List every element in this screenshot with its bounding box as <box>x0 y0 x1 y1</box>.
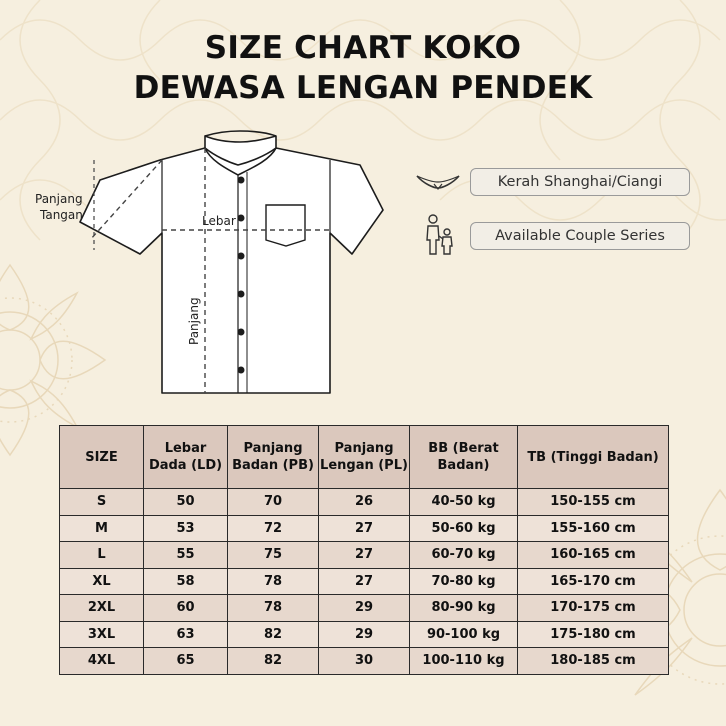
cell-length: 82 <box>228 621 319 648</box>
page-title <box>0 28 726 108</box>
cell-weight: 40-50 kg <box>410 489 518 516</box>
cell-size: 4XL <box>60 648 144 675</box>
cell-chest: 58 <box>144 568 228 595</box>
header-size: SIZE <box>60 426 144 489</box>
cell-sleeve: 26 <box>319 489 410 516</box>
cell-sleeve: 29 <box>319 595 410 622</box>
cell-sleeve: 29 <box>319 621 410 648</box>
title-line-2: DEWASA LENGAN PENDEK <box>133 70 593 106</box>
cell-weight: 60-70 kg <box>410 542 518 569</box>
cell-weight: 90-100 kg <box>410 621 518 648</box>
cell-length: 70 <box>228 489 319 516</box>
cell-length: 82 <box>228 648 319 675</box>
header-weight: BB (Berat Badan) <box>410 426 518 489</box>
cell-chest: 63 <box>144 621 228 648</box>
cell-chest: 53 <box>144 515 228 542</box>
table-row <box>60 515 669 542</box>
cell-height: 180-185 cm <box>518 648 669 675</box>
shirt-outline <box>80 131 383 393</box>
cell-size: XL <box>60 568 144 595</box>
cell-height: 165-170 cm <box>518 568 669 595</box>
feature-couple-label: Available Couple Series <box>495 228 665 244</box>
table-row <box>60 621 669 648</box>
cell-size: L <box>60 542 144 569</box>
title-line-1: SIZE CHART KOKO <box>204 30 522 66</box>
sleeve-label-line-2: Tangan <box>40 208 83 222</box>
cell-weight: 100-110 kg <box>410 648 518 675</box>
size-chart-table <box>59 425 669 675</box>
cell-size: 2XL <box>60 595 144 622</box>
cell-height: 175-180 cm <box>518 621 669 648</box>
cell-weight: 80-90 kg <box>410 595 518 622</box>
length-label: Panjang <box>187 297 201 345</box>
pocket-outline <box>266 205 305 246</box>
cell-chest: 60 <box>144 595 228 622</box>
collar-icon <box>414 170 462 194</box>
table-row <box>60 568 669 595</box>
table-header-row <box>60 426 669 489</box>
cell-chest: 55 <box>144 542 228 569</box>
cell-height: 160-165 cm <box>518 542 669 569</box>
cell-sleeve: 30 <box>319 648 410 675</box>
cell-chest: 50 <box>144 489 228 516</box>
table-row <box>60 542 669 569</box>
cell-sleeve: 27 <box>319 515 410 542</box>
family-icon <box>422 214 456 256</box>
cell-length: 78 <box>228 568 319 595</box>
cell-height: 150-155 cm <box>518 489 669 516</box>
cell-length: 75 <box>228 542 319 569</box>
header-height: TB (Tinggi Badan) <box>518 426 669 489</box>
cell-size: M <box>60 515 144 542</box>
cell-height: 170-175 cm <box>518 595 669 622</box>
chest-label: Lebar <box>202 214 236 228</box>
feature-collar-label: Kerah Shanghai/Ciangi <box>497 174 663 190</box>
cell-weight: 70-80 kg <box>410 568 518 595</box>
cell-sleeve: 27 <box>319 542 410 569</box>
table-row <box>60 595 669 622</box>
cell-size: S <box>60 489 144 516</box>
cell-length: 78 <box>228 595 319 622</box>
sleeve-label-line-1: Panjang <box>35 192 83 206</box>
cell-chest: 65 <box>144 648 228 675</box>
table-row <box>60 648 669 675</box>
feature-badge-couple <box>470 222 690 250</box>
shirt-diagram <box>0 120 400 410</box>
cell-size: 3XL <box>60 621 144 648</box>
cell-weight: 50-60 kg <box>410 515 518 542</box>
header-body-length: Panjang Badan (PB) <box>228 426 319 489</box>
header-chest-width: Lebar Dada (LD) <box>144 426 228 489</box>
cell-length: 72 <box>228 515 319 542</box>
cell-sleeve: 27 <box>319 568 410 595</box>
cell-height: 155-160 cm <box>518 515 669 542</box>
table-row <box>60 489 669 516</box>
feature-badge-collar <box>470 168 690 196</box>
header-sleeve-length: Panjang Lengan (PL) <box>319 426 410 489</box>
